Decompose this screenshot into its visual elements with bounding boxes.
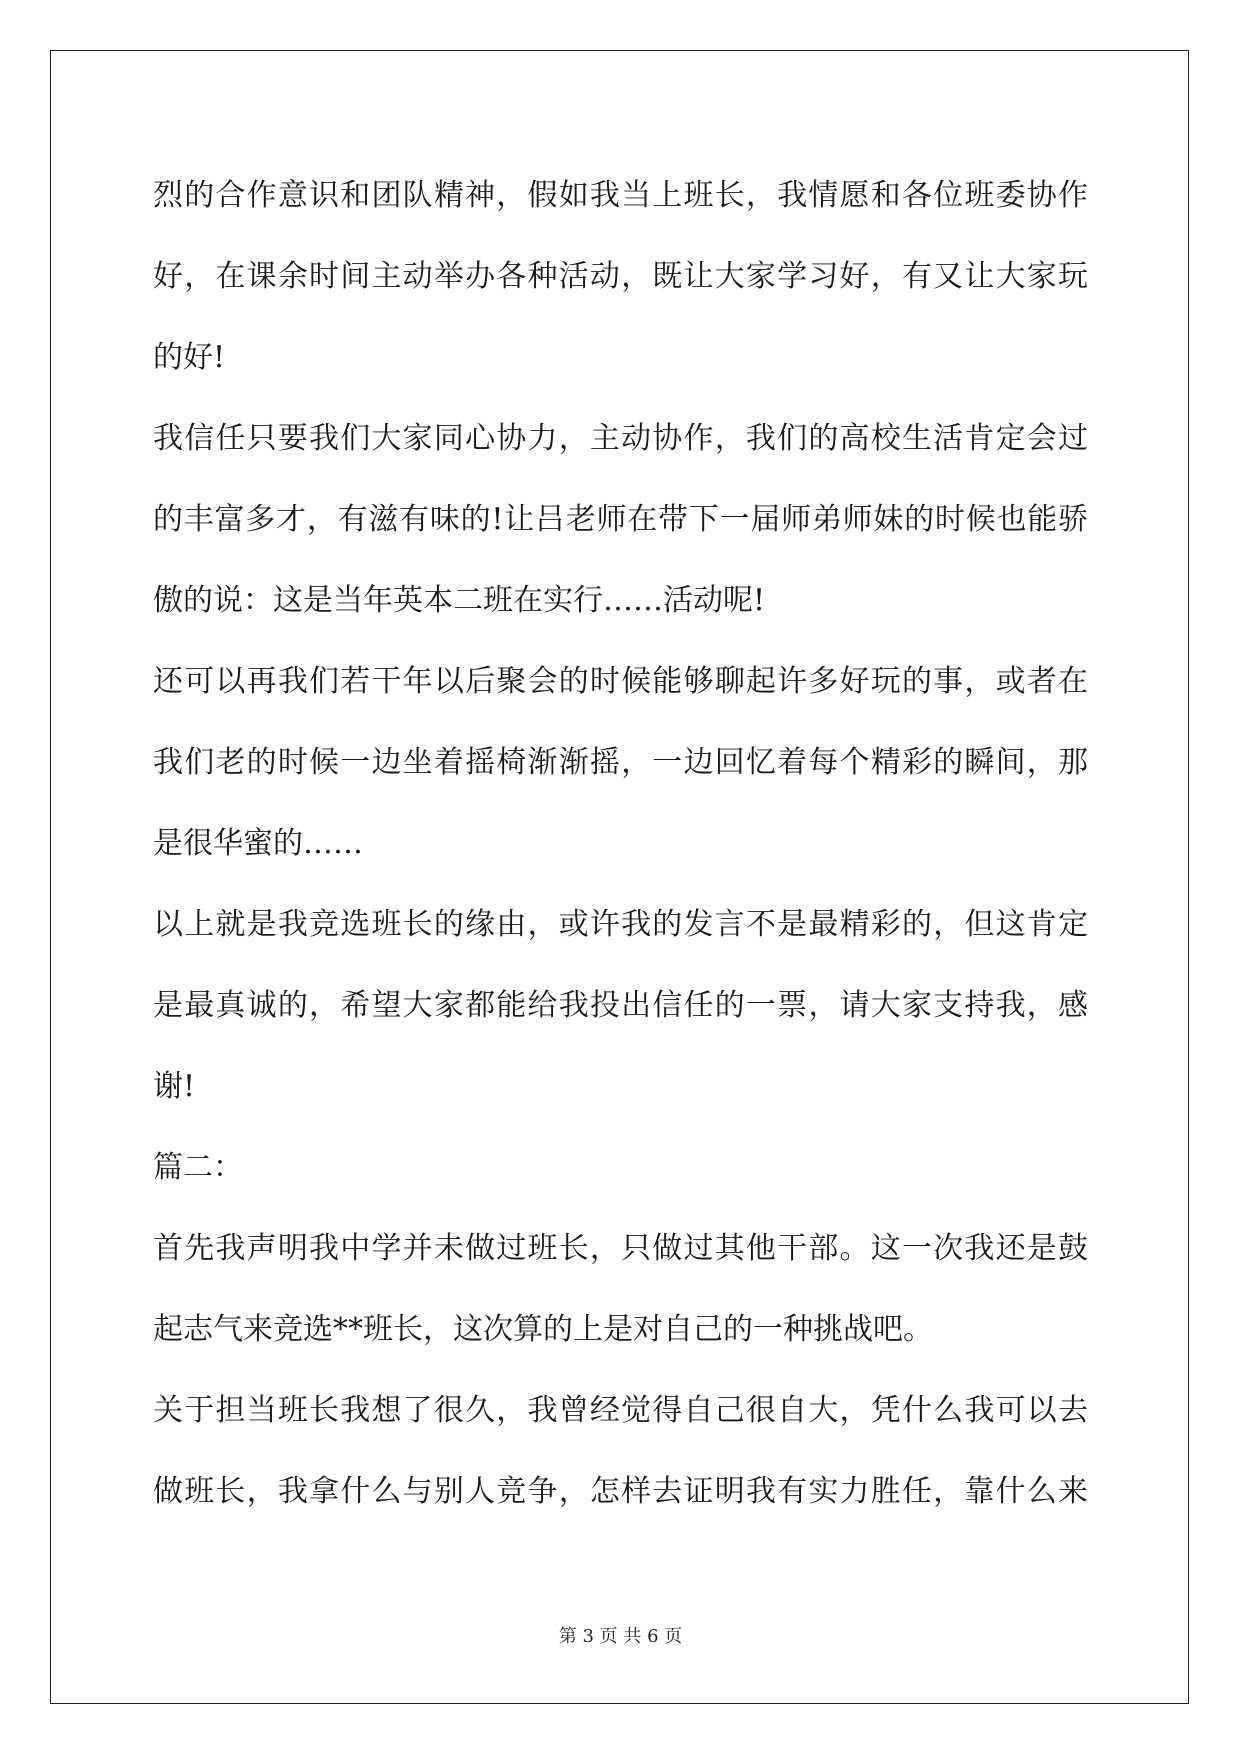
document-body bbox=[153, 155, 1088, 1532]
text-line: 好，在课余时间主动举办各种活动，既让大家学习好，有又让大家玩 bbox=[153, 259, 1088, 294]
text-line: 关于担当班长我想了很久，我曾经觉得自己很自大，凭什么我可以去 bbox=[153, 1393, 1088, 1428]
text-line: 以上就是我竞选班长的缘由，或许我的发言不是最精彩的，但这肯定 bbox=[153, 907, 1088, 942]
text-line: 我们老的时候一边坐着摇椅渐渐摇，一边回忆着每个精彩的瞬间，那 bbox=[153, 745, 1088, 780]
text-line: 傲的说：这是当年英本二班在实行……活动呢! bbox=[153, 583, 766, 618]
text-line: 是很华蜜的…… bbox=[153, 826, 363, 861]
text-line: 谢! bbox=[153, 1069, 196, 1104]
text-line: 是最真诚的，希望大家都能给我投出信任的一票，请大家支持我，感 bbox=[153, 988, 1088, 1023]
text-line: 起志气来竞选**班长，这次算的上是对自己的一种挑战吧。 bbox=[153, 1312, 933, 1347]
text-line: 烈的合作意识和团队精神，假如我当上班长，我情愿和各位班委协作 bbox=[153, 178, 1088, 213]
text-line: 做班长，我拿什么与别人竞争，怎样去证明我有实力胜任，靠什么来 bbox=[153, 1474, 1088, 1509]
text-line: 我信任只要我们大家同心协力，主动协作，我们的高校生活肯定会过 bbox=[153, 421, 1088, 456]
text-line: 的好! bbox=[153, 340, 226, 375]
page-footer: 第 3 页 共 6 页 bbox=[558, 1626, 683, 1647]
text-line: 的丰富多才，有滋有味的!让吕老师在带下一届师弟师妹的时候也能骄 bbox=[153, 502, 1088, 537]
text-line: 还可以再我们若干年以后聚会的时候能够聊起许多好玩的事，或者在 bbox=[153, 664, 1088, 699]
text-line: 首先我声明我中学并未做过班长，只做过其他干部。这一次我还是鼓 bbox=[153, 1231, 1088, 1266]
section-heading: 篇二： bbox=[153, 1150, 243, 1185]
